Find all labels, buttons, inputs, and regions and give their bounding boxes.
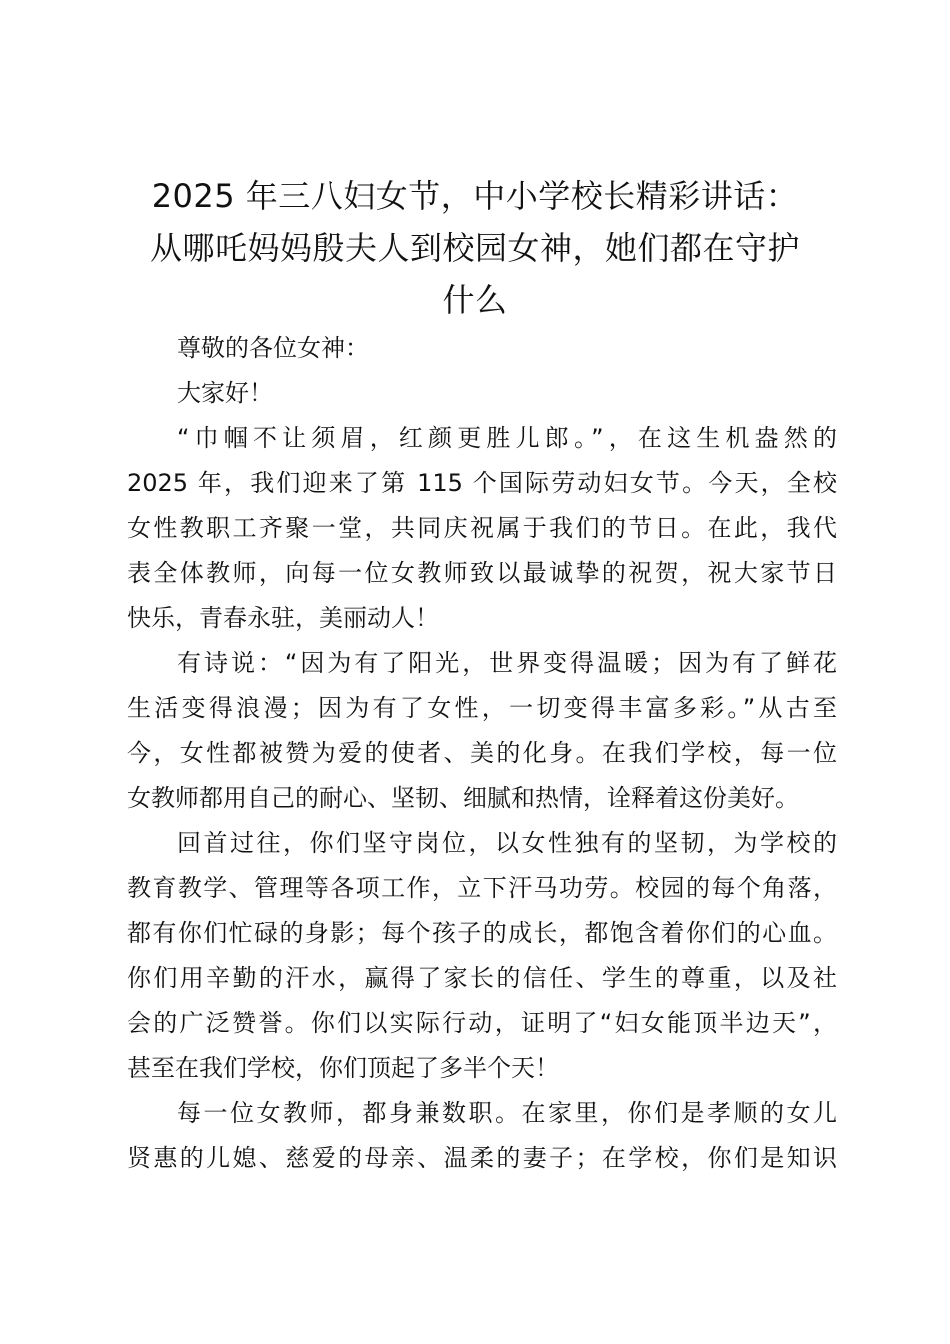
paragraph-line: 每一位女教师，都身兼数职。在家里，你们是孝顺的女儿 [177, 1099, 837, 1127]
paragraph-line: 甚至在我们学校，你们顶起了多半个天！ [127, 1054, 559, 1082]
speech-body [127, 326, 837, 1181]
paragraph-line: “巾帼不让须眉，红颜更胜儿郎。”，在这生机盎然的 [177, 424, 837, 452]
paragraph-line: 贤惠的儿媳、慈爱的母亲、温柔的妻子；在学校，你们是知识 [127, 1144, 837, 1172]
paragraph-line: 会的广泛赞誉。你们以实际行动，证明了“妇女能顶半边天”， [127, 1009, 837, 1037]
paragraph-line: 快乐，青春永驻，美丽动人！ [127, 604, 439, 632]
paragraph-line: 教育教学、管理等各项工作，立下汗马功劳。校园的每个角落， [127, 874, 837, 902]
title-line: 从哪吒妈妈殷夫人到校园女神，她们都在守护 [149, 229, 800, 267]
paragraph-line: 回首过往，你们坚守岗位，以女性独有的坚韧，为学校的 [177, 829, 837, 857]
salutation-line: 尊敬的各位女神： [177, 334, 369, 362]
title-line: 什么 [442, 281, 508, 319]
paragraph-line: 生活变得浪漫；因为有了女性，一切变得丰富多彩。”从古至 [127, 694, 837, 722]
paragraph-line: 有诗说：“因为有了阳光，世界变得温暖；因为有了鲜花 [177, 649, 837, 677]
paragraph-line: 2025 年，我们迎来了第 115 个国际劳动妇女节。今天，全校 [127, 469, 837, 497]
title-line: 2025 年三八妇女节，中小学校长精彩讲话： [151, 177, 799, 215]
paragraph-line: 女性教职工齐聚一堂，共同庆祝属于我们的节日。在此，我代 [127, 514, 837, 542]
paragraph-line: 表全体教师，向每一位女教师致以最诚挚的祝贺，祝大家节日 [127, 559, 837, 587]
greeting-line: 大家好！ [177, 379, 273, 407]
paragraph-line: 今，女性都被赞为爱的使者、美的化身。在我们学校，每一位 [127, 739, 837, 767]
paragraph-line: 你们用辛勤的汗水，赢得了家长的信任、学生的尊重，以及社 [127, 964, 837, 992]
document-title [110, 170, 840, 326]
paragraph-line: 都有你们忙碌的身影；每个孩子的成长，都饱含着你们的心血。 [127, 919, 837, 947]
paragraph-line: 女教师都用自己的耐心、坚韧、细腻和热情，诠释着这份美好。 [127, 784, 799, 812]
